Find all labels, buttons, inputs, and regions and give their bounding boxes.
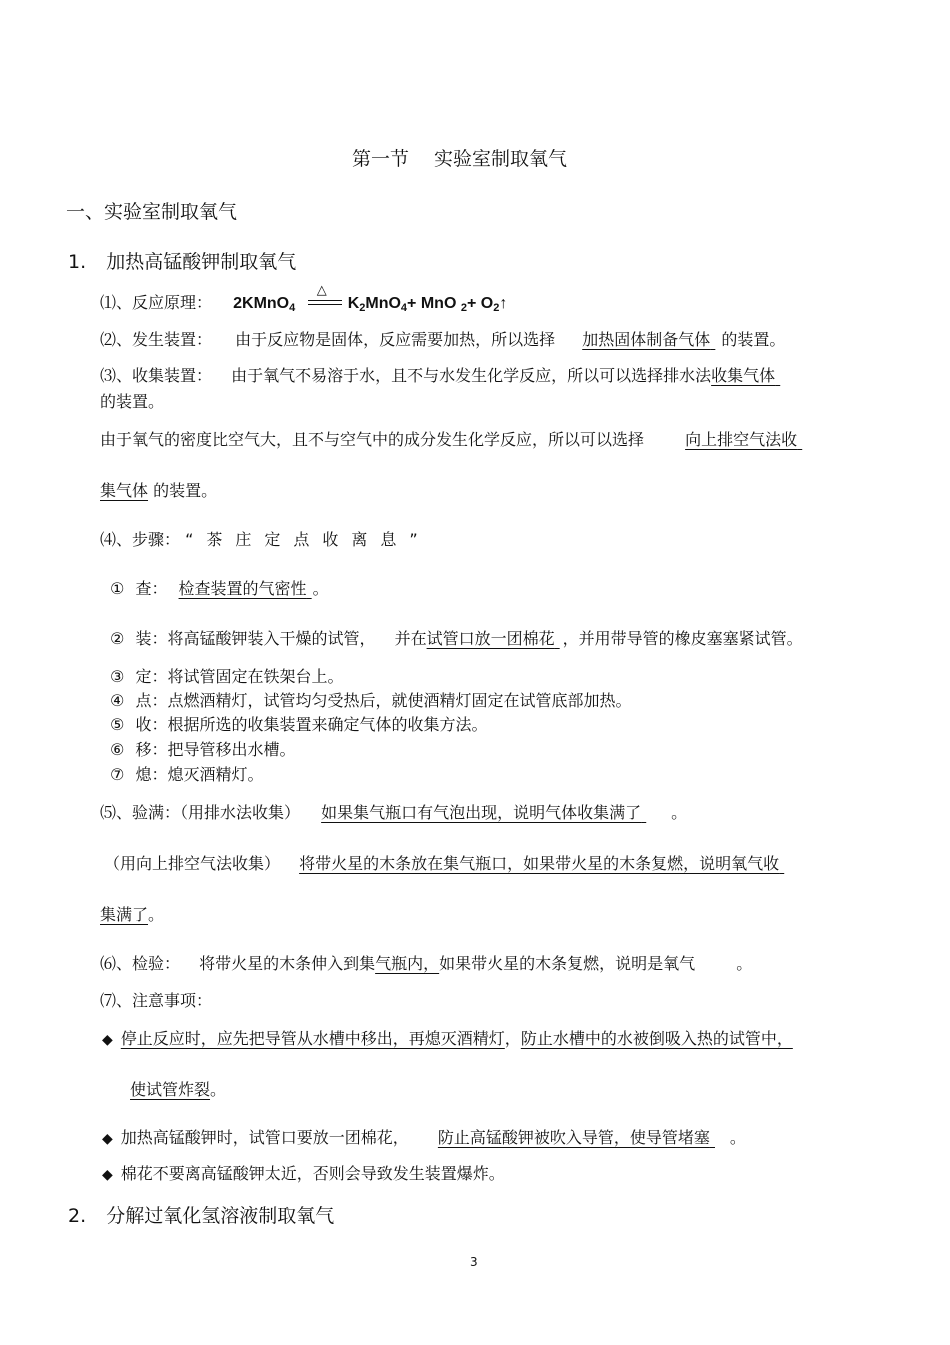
note-item-3	[102, 1164, 505, 1185]
step-answer: 试管口放一团棉花	[426, 629, 555, 648]
note-item-1-cont	[130, 1080, 226, 1100]
full-air-line-2	[100, 905, 164, 925]
subsection-heading-2	[68, 1204, 334, 1228]
test-label: ⑹、检验：	[100, 954, 181, 973]
note-2-tail: 。	[729, 1128, 746, 1147]
step-number: ③	[110, 667, 125, 686]
collect-text: 由于氧气不易溶于水，且不与水发生化学反应，所以可以选择排水法	[231, 366, 712, 385]
page-title: 第一节 实验室制取氧气	[352, 148, 568, 170]
step-answer: 检查装置的气密性	[178, 579, 307, 598]
full-air-label: （用向上排空气法收集）	[104, 854, 281, 873]
device-text: 由于反应物是固体，反应需要加热，所以选择	[235, 330, 556, 349]
note-1-answer-b: 防止水槽中的水被倒吸入热的试管中，	[520, 1029, 793, 1048]
collect-answer: 收集气体	[711, 366, 776, 385]
step-item-1	[110, 579, 329, 599]
step-text: 根据所选的收集装置来确定气体的收集方法。	[167, 715, 488, 734]
step-head: 熄：	[135, 765, 168, 784]
step-item-4	[110, 691, 631, 711]
collect-line3-answer: 集气体	[100, 481, 149, 500]
equation: 2KMnO4 △ K2MnO4+ MnO 2+ O2↑	[233, 282, 508, 314]
note-3-text: 棉花不要离高锰酸钾太近，否则会导致发生装置爆炸。	[120, 1164, 505, 1183]
step-number: ⑤	[110, 715, 125, 734]
section-heading: 一、实验室制取氧气	[66, 201, 238, 223]
collect-line2-answer: 向上排空气法收	[685, 430, 798, 449]
full-check-line	[100, 803, 687, 823]
step-number: ⑦	[110, 765, 125, 784]
step-head: 装：	[135, 629, 168, 648]
step-item-5	[110, 715, 487, 735]
reaction-principle	[100, 282, 508, 315]
step-tail: ，并用带导管的橡皮塞塞紧试管。	[562, 629, 803, 648]
note-1-answer-c: 使试管炸裂	[130, 1080, 211, 1099]
step-item-3	[110, 667, 343, 687]
note-1-answer-a: 停止反应时，应先把导管从水槽中移出，再熄灭酒精灯	[120, 1029, 505, 1048]
subsection-title: 分解过氧化氢溶液制取氧气	[106, 1205, 335, 1227]
test-text-2: 如果带火星的木条复燃，说明是氧气	[439, 954, 696, 973]
note-item-2	[102, 1128, 746, 1149]
note-2-answer: 防止高锰酸钾被吹入导管，使导管堵塞	[437, 1128, 710, 1147]
note-1-separator: ，	[504, 1029, 521, 1048]
step-number: ④	[110, 691, 125, 710]
test-tail: 。	[736, 954, 753, 973]
step-head: 移：	[135, 740, 168, 759]
full-air-answer-2: 集满了	[100, 905, 149, 924]
step-number: ①	[110, 579, 125, 598]
step-text: 点燃酒精灯，试管均匀受热后，就使酒精灯固定在试管底部加热。	[167, 691, 632, 710]
steps-heading	[100, 530, 431, 550]
test-answer: 气瓶内，	[375, 954, 440, 973]
test-line	[100, 954, 752, 974]
full-water-label: （用排水法收集）	[180, 803, 301, 822]
heat-triangle-icon: △	[316, 282, 327, 297]
subsection-number: 2.	[68, 1205, 87, 1227]
diamond-bullet-icon: ◆	[102, 1131, 113, 1147]
device-label: ⑵、发生装置：	[100, 330, 213, 349]
step-number: ②	[110, 629, 125, 648]
subsection-number: 1.	[68, 251, 87, 273]
step-text: 将试管固定在铁架台上。	[167, 667, 344, 686]
collect-line2-text: 由于氧气的密度比空气大，且不与空气中的成分发生化学反应，所以可以选择	[100, 430, 645, 449]
step-head: 点：	[135, 691, 168, 710]
collect-tail: 的装置。	[100, 392, 165, 411]
note-item-1	[102, 1029, 793, 1050]
step-number: ⑥	[110, 740, 125, 759]
full-air-tail: 。	[148, 905, 165, 924]
steps-mnemonic: “茶庄定点收离息”	[185, 530, 431, 549]
device-answer: 加热固体制备气体	[582, 330, 711, 349]
step-text: 将高锰酸钾装入干燥的试管，	[167, 629, 376, 648]
subsection-heading-1	[68, 250, 296, 274]
full-water-tail: 。	[671, 803, 688, 822]
notes-label: ⑺、注意事项：	[100, 991, 213, 1010]
step-item-7	[110, 765, 263, 785]
note-2-text: 加热高锰酸钾时，试管口要放一团棉花，	[120, 1128, 409, 1147]
step-text: 把导管移出水槽。	[167, 740, 296, 759]
note-1-tail: 。	[210, 1080, 227, 1099]
full-label: ⑸、验满：	[100, 803, 181, 822]
steps-label: ⑷、步骤：	[100, 530, 181, 549]
step-head: 定：	[135, 667, 168, 686]
diamond-bullet-icon: ◆	[102, 1167, 113, 1183]
step-head: 收：	[135, 715, 168, 734]
test-text: 将带火星的木条伸入到集	[199, 954, 376, 973]
collect-line-3	[100, 481, 217, 501]
collect-label: ⑶、收集装置：	[100, 366, 213, 385]
step-head: 查：	[135, 579, 168, 598]
step-item-2	[110, 629, 803, 649]
gas-arrow-icon: ↑	[499, 295, 508, 312]
step-text: 熄灭酒精灯。	[167, 765, 264, 784]
device-tail: 的装置。	[721, 330, 786, 349]
collect-line3-tail: 的装置。	[153, 481, 218, 500]
full-air-answer: 将带火星的木条放在集气瓶口，如果带火星的木条复燃，说明氧气收	[299, 854, 780, 873]
full-water-answer: 如果集气瓶口有气泡出现，说明气体收集满了	[321, 803, 642, 822]
collect-line-2	[100, 430, 801, 450]
device-line	[100, 330, 785, 350]
step-pre: 并在	[394, 629, 427, 648]
heating-condition	[308, 282, 342, 312]
diamond-bullet-icon: ◆	[102, 1032, 113, 1048]
step-item-6	[110, 740, 295, 760]
subsection-title: 加热高锰酸钾制取氧气	[106, 251, 297, 273]
step-tail: 。	[312, 579, 329, 598]
reaction-label: ⑴、反应原理：	[100, 293, 213, 312]
full-air-line	[104, 854, 809, 874]
page-number: 3	[470, 1255, 478, 1269]
collect-line	[100, 366, 811, 386]
